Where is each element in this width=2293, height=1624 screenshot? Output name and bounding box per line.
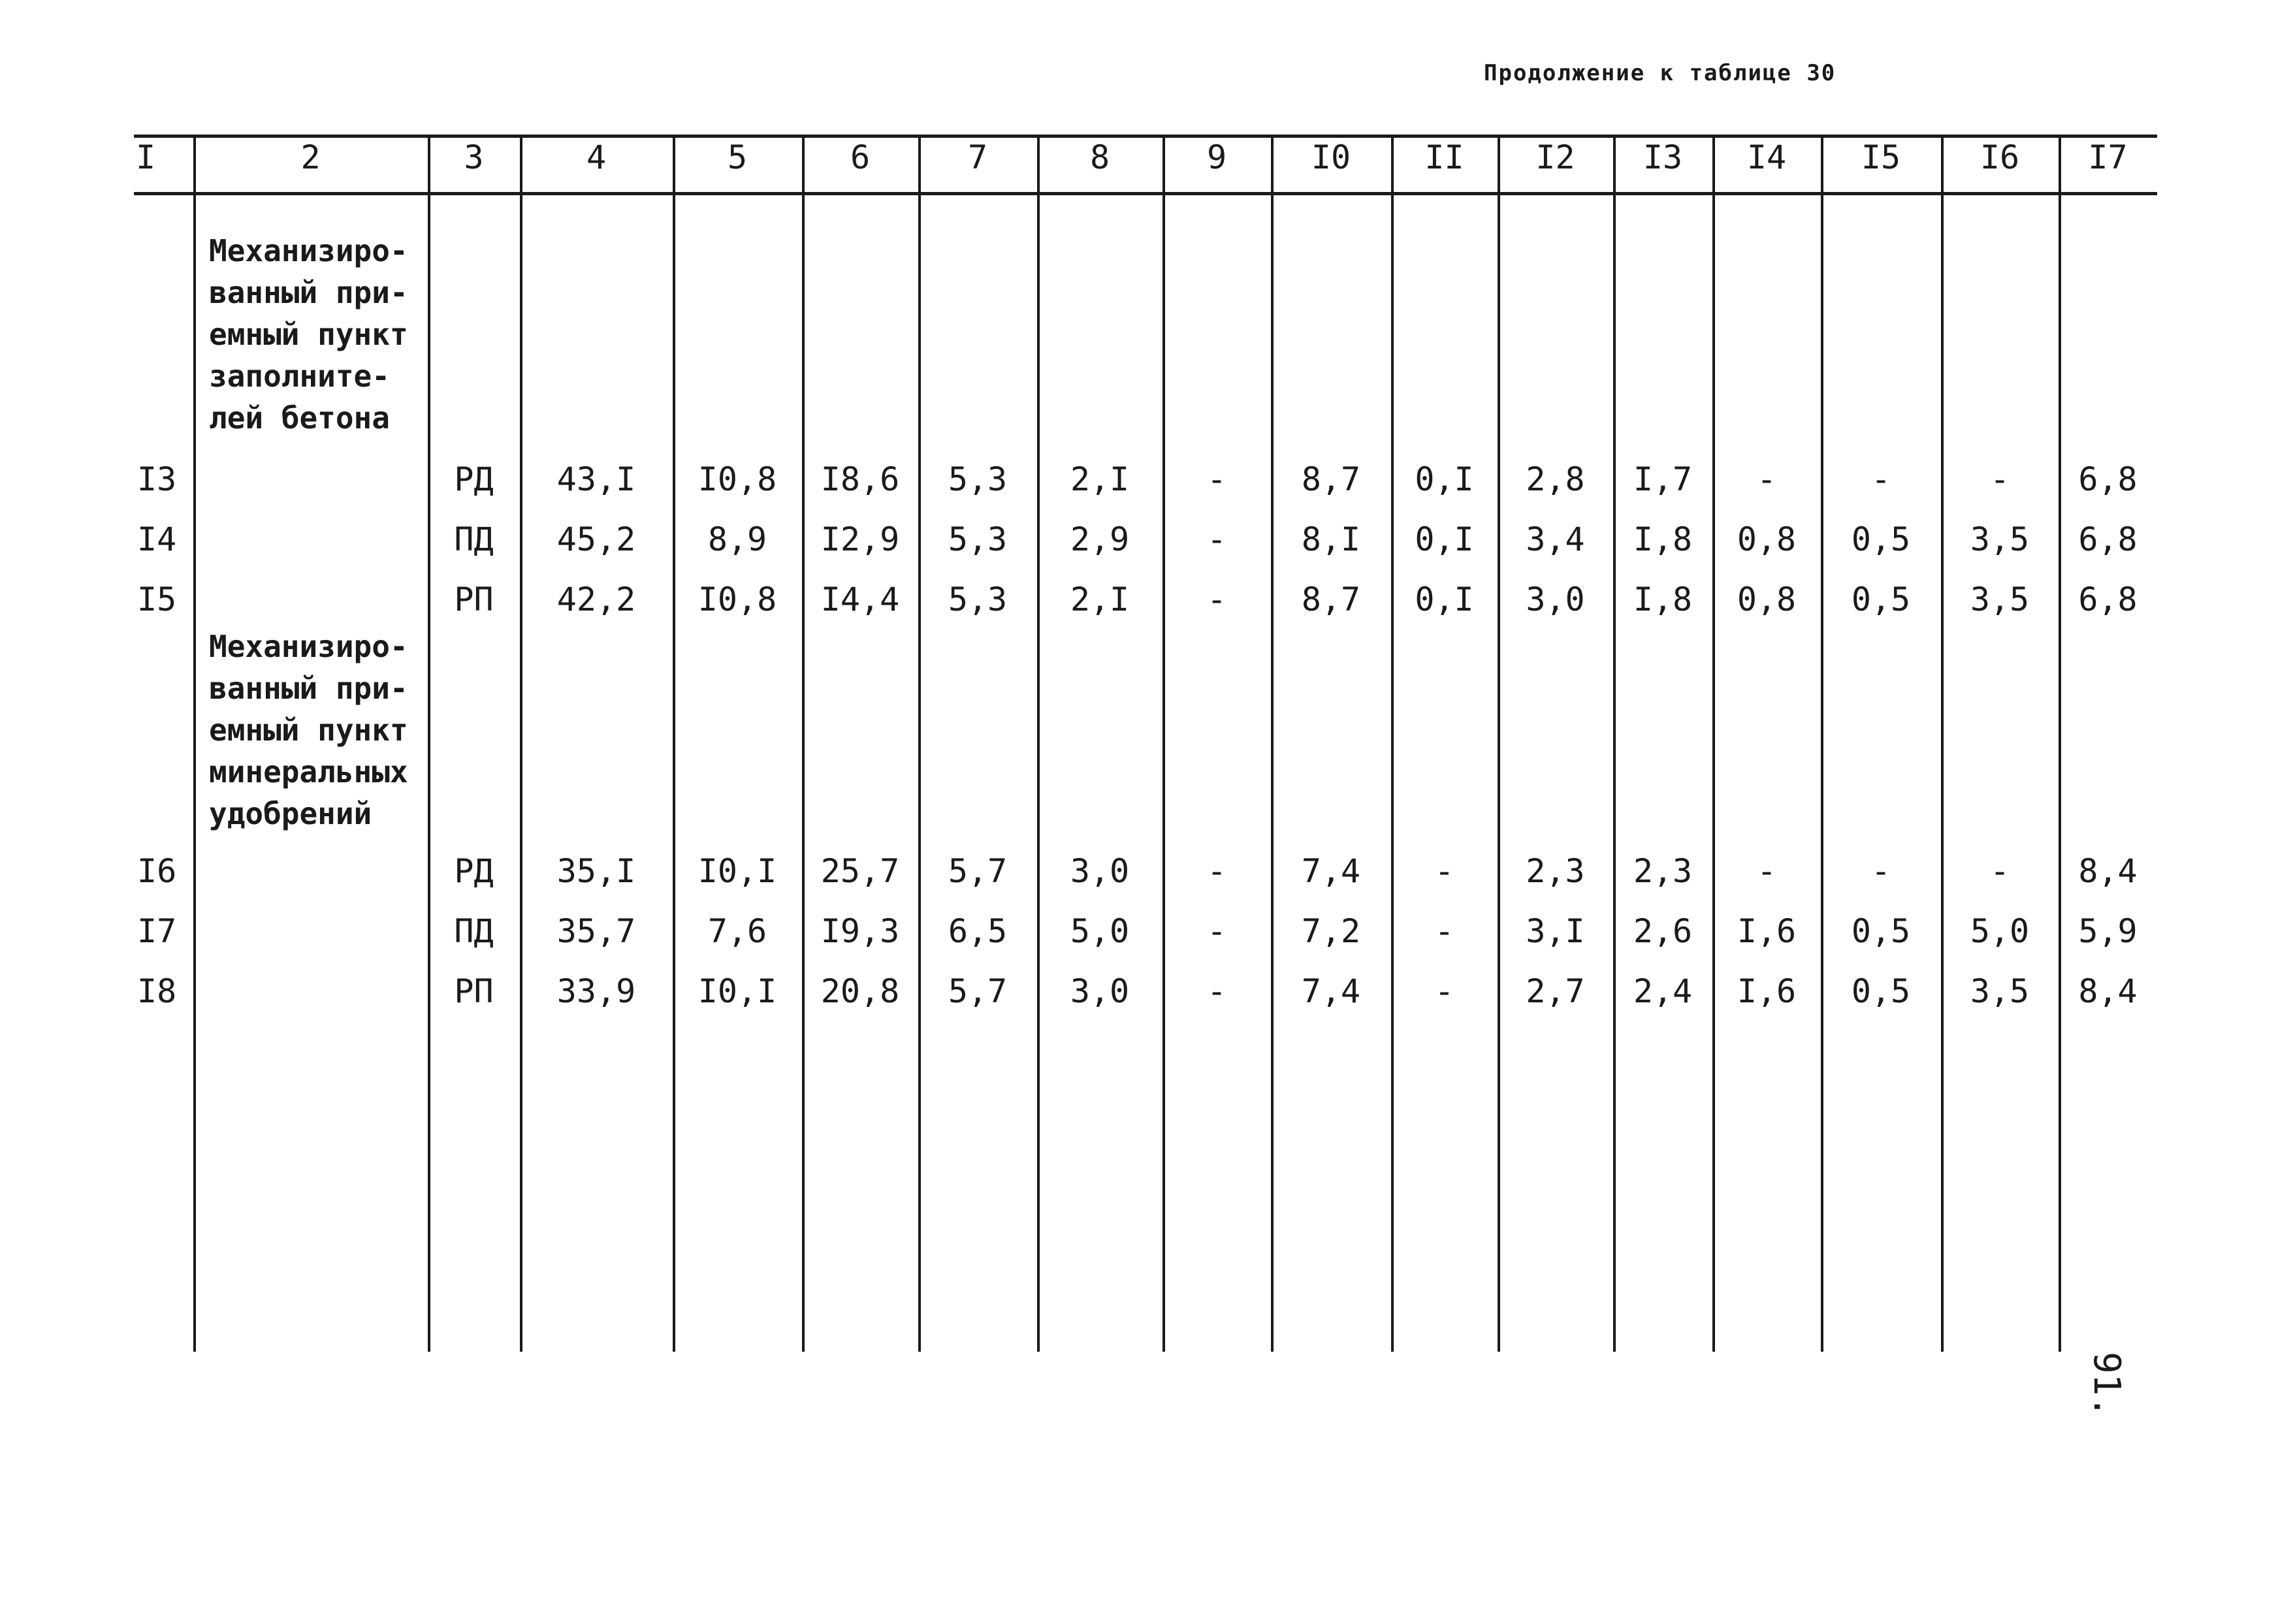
column-divider: [1498, 137, 1500, 1352]
table-cell: I0,8: [698, 581, 777, 618]
column-header: I2: [1535, 138, 1575, 176]
table-cell: I4,4: [820, 581, 900, 618]
table-cell: 7,6: [707, 912, 767, 950]
table-cell: I,6: [1737, 972, 1797, 1010]
table-cell: 5,0: [1070, 912, 1130, 950]
table-cell: 8,I: [1301, 520, 1361, 558]
column-header: 9: [1206, 138, 1227, 176]
table-cell: -: [1756, 460, 1777, 498]
table-cell: 0,5: [1851, 520, 1911, 558]
table-cell: 8,4: [2078, 972, 2138, 1010]
column-header: 2: [300, 138, 321, 176]
table-cell: -: [1989, 460, 2010, 498]
table-cell: 8,9: [707, 520, 767, 558]
table-cell: 5,7: [948, 852, 1008, 890]
table-cell: 33,9: [556, 972, 636, 1010]
table-cell: -: [1434, 972, 1454, 1010]
table-cell: 3,0: [1070, 852, 1130, 890]
table-cell: 3,5: [1970, 581, 2030, 618]
table-cell: 0,8: [1737, 520, 1797, 558]
table-cell: 3,5: [1970, 972, 2030, 1010]
table-cell: 6,8: [2078, 581, 2138, 618]
table-cell: 3,4: [1526, 520, 1585, 558]
table-cell: 35,7: [556, 912, 636, 950]
row-type: ПД: [454, 520, 494, 558]
column-divider: [1712, 137, 1715, 1352]
column-header: 4: [586, 138, 607, 176]
page-number: 91.: [2085, 1352, 2128, 1418]
column-divider: [1391, 137, 1394, 1352]
table-cell: -: [1756, 852, 1777, 890]
table-cell: 2,8: [1526, 460, 1585, 498]
column-divider: [1037, 137, 1040, 1352]
column-header: 8: [1089, 138, 1110, 176]
table-cell: -: [1434, 852, 1454, 890]
row-number: I6: [137, 852, 177, 890]
table-caption: Продолжение к таблице 30: [1484, 60, 1836, 86]
row-type: РД: [454, 460, 494, 498]
column-divider: [520, 137, 522, 1352]
table-cell: 2,3: [1633, 852, 1693, 890]
column-divider: [1821, 137, 1823, 1352]
table-cell: 25,7: [820, 852, 900, 890]
table-cell: -: [1206, 852, 1227, 890]
table-cell: I0,I: [698, 972, 777, 1010]
column-divider: [1941, 137, 1944, 1352]
table-cell: 0,5: [1851, 972, 1911, 1010]
column-divider: [1163, 137, 1165, 1352]
column-header: I0: [1311, 138, 1351, 176]
row-type: РД: [454, 852, 494, 890]
table-cell: 5,0: [1970, 912, 2030, 950]
table-cell: I8,6: [820, 460, 900, 498]
table-cell: 7,4: [1301, 972, 1361, 1010]
table-cell: -: [1206, 912, 1227, 950]
row-number: I4: [137, 520, 177, 558]
table-cell: I,8: [1633, 581, 1693, 618]
table-cell: 5,7: [948, 972, 1008, 1010]
table-cell: 8,4: [2078, 852, 2138, 890]
table-cell: 0,I: [1415, 460, 1474, 498]
table-cell: 20,8: [820, 972, 900, 1010]
table-cell: 5,9: [2078, 912, 2138, 950]
table-cell: 45,2: [556, 520, 636, 558]
table-cell: 6,5: [948, 912, 1008, 950]
table-cell: -: [1206, 460, 1227, 498]
table-cell: 5,3: [948, 520, 1008, 558]
table-cell: 0,I: [1415, 520, 1474, 558]
row-type: ПД: [454, 912, 494, 950]
column-divider: [2059, 137, 2061, 1352]
group-label-mineral-fertilizers: Механизиро- ванный при- емный пункт минеральных удобрений: [209, 629, 408, 831]
table-cell: I,6: [1737, 912, 1797, 950]
row-number: I8: [137, 972, 177, 1010]
column-header: II: [1424, 138, 1464, 176]
table-cell: 3,0: [1526, 581, 1585, 618]
column-header: I6: [1980, 138, 2020, 176]
table-cell: I0,I: [698, 852, 777, 890]
column-header: I4: [1746, 138, 1787, 176]
column-header: 5: [727, 138, 748, 176]
table-cell: I9,3: [820, 912, 900, 950]
column-divider: [802, 137, 805, 1352]
table-cell: 43,I: [556, 460, 636, 498]
row-type: РП: [454, 581, 494, 618]
table-cell: -: [1206, 520, 1227, 558]
column-divider: [193, 137, 196, 1352]
table-cell: -: [1206, 581, 1227, 618]
table-cell: 0,5: [1851, 912, 1911, 950]
table-cell: 42,2: [556, 581, 636, 618]
table-cell: 2,6: [1633, 912, 1693, 950]
row-number: I5: [137, 581, 177, 618]
table-cell: 35,I: [556, 852, 636, 890]
table-cell: 2,I: [1070, 581, 1130, 618]
header-top-rule: [134, 135, 2157, 138]
header-bottom-rule: [134, 192, 2157, 195]
column-header: I7: [2088, 138, 2128, 176]
row-type: РП: [454, 972, 494, 1010]
column-header: I3: [1643, 138, 1683, 176]
table-cell: 7,2: [1301, 912, 1361, 950]
table-cell: I0,8: [698, 460, 777, 498]
column-header: 7: [967, 138, 988, 176]
table-cell: 5,3: [948, 460, 1008, 498]
table-cell: I2,9: [820, 520, 900, 558]
group-label-concrete-aggregates: Механизиро- ванный при- емный пункт заполните- лей бетона: [209, 233, 408, 436]
table-cell: 3,I: [1526, 912, 1585, 950]
table-cell: -: [1434, 912, 1454, 950]
table-cell: 0,8: [1737, 581, 1797, 618]
table-cell: 8,7: [1301, 460, 1361, 498]
table-cell: 2,7: [1526, 972, 1585, 1010]
table-cell: 8,7: [1301, 581, 1361, 618]
table-cell: 5,3: [948, 581, 1008, 618]
table-cell: 2,3: [1526, 852, 1585, 890]
column-header: 3: [464, 138, 484, 176]
column-divider: [1613, 137, 1616, 1352]
row-number: I7: [137, 912, 177, 950]
table-cell: 6,8: [2078, 520, 2138, 558]
table-cell: -: [1206, 972, 1227, 1010]
column-divider: [918, 137, 921, 1352]
column-divider: [428, 137, 430, 1352]
table-cell: 3,0: [1070, 972, 1130, 1010]
column-header: I: [136, 138, 156, 176]
table-cell: 2,9: [1070, 520, 1130, 558]
table-cell: 7,4: [1301, 852, 1361, 890]
column-divider: [1271, 137, 1274, 1352]
table-cell: -: [1870, 852, 1891, 890]
table-cell: 2,I: [1070, 460, 1130, 498]
table-cell: 0,5: [1851, 581, 1911, 618]
column-header: 6: [850, 138, 871, 176]
table-cell: 6,8: [2078, 460, 2138, 498]
table-cell: 2,4: [1633, 972, 1693, 1010]
table-cell: 3,5: [1970, 520, 2030, 558]
table-cell: I,8: [1633, 520, 1693, 558]
table-cell: -: [1870, 460, 1891, 498]
column-divider: [673, 137, 675, 1352]
table-cell: -: [1989, 852, 2010, 890]
row-number: I3: [137, 460, 177, 498]
table-cell: 0,I: [1415, 581, 1474, 618]
table-cell: I,7: [1633, 460, 1693, 498]
column-header: I5: [1861, 138, 1901, 176]
